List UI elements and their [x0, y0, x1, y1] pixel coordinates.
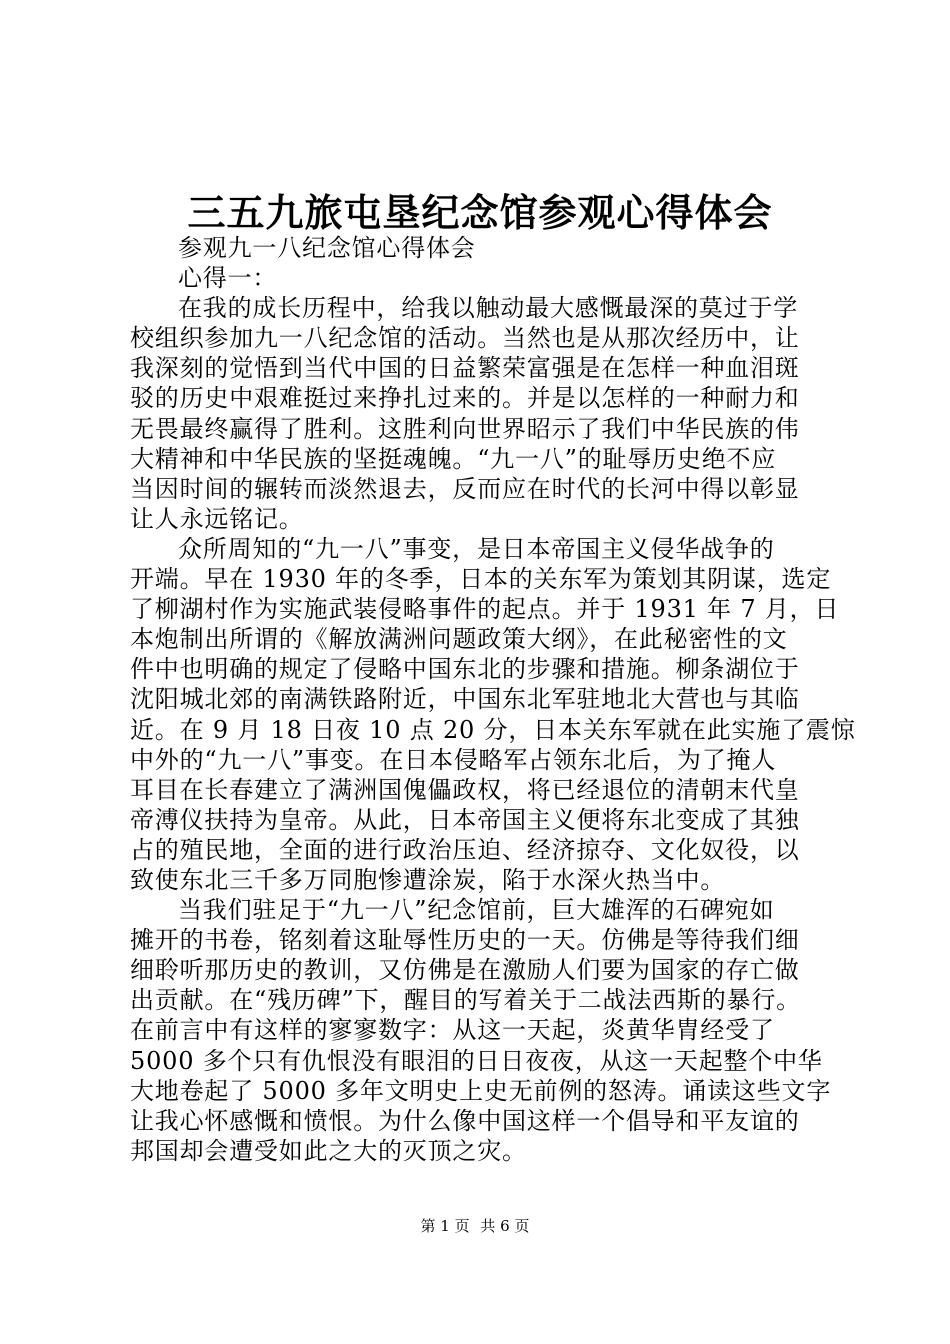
- paragraph-line: 沈阳城北郊的南满铁路附近，中国东北军驻地北大营也与其临: [130, 685, 800, 714]
- paragraph-line: 帝溥仪扶持为皇帝。从此，日本帝国主义便将东北变成了其独: [130, 805, 800, 834]
- paragraph-line: 件中也明确的规定了侵略中国东北的步骤和措施。柳条湖位于: [130, 655, 800, 684]
- paragraph: [130, 895, 830, 1166]
- paragraph-line: 无畏最终赢得了胜利。这胜利向世界昭示了我们中华民族的伟: [130, 414, 800, 443]
- paragraph-line: 耳目在长春建立了满洲国傀儡政权，将已经退位的清朝末代皇: [130, 775, 800, 804]
- page-number: 第 1 页: [420, 1217, 470, 1235]
- paragraph-line: 中外的“九一八”事变。在日本侵略军占领东北后，为了掩人: [130, 745, 777, 774]
- paragraph: [130, 534, 856, 895]
- paragraph-line: 大精神和中华民族的坚挺魂魄。“九一八”的耻辱历史绝不应: [130, 444, 777, 473]
- paragraph-line: 校组织参加九一八纪念馆的活动。当然也是从那次经历中，让: [130, 324, 800, 353]
- paragraph-line: 众所周知的“九一八”事变，是日本帝国主义侵华战争的: [178, 534, 775, 563]
- section-heading: 心得一：: [178, 264, 278, 293]
- paragraph-line: 让我心怀感慨和愤恨。为什么像中国这样一个倡导和平友谊的: [130, 1106, 800, 1135]
- paragraph-line: 当我们驻足于“九一八”纪念馆前，巨大雄浑的石碑宛如: [178, 896, 775, 925]
- paragraph-line: 本炮制出所谓的《解放满洲问题政策大纲》，在此秘密性的文: [130, 625, 788, 654]
- paragraph-line: 近。在 9 月 18 日夜 10 点 20 分，日本关东军就在此实施了震惊: [130, 715, 856, 744]
- document-title: 三五九旅屯垦纪念馆参观心得体会: [187, 190, 773, 235]
- page-footer: [0, 1215, 950, 1236]
- page-total: 共 6 页: [480, 1217, 530, 1235]
- subtitle: 参观九一八纪念馆心得体会: [178, 234, 476, 262]
- paragraph: [130, 293, 830, 534]
- paragraph-line: 摊开的书卷，铭刻着这耻辱性历史的一天。仿佛是等待我们细: [130, 926, 800, 955]
- paragraph-line: 当因时间的辗转而淡然退去，反而应在时代的长河中得以彰显: [130, 474, 800, 503]
- paragraph-line: 在我的成长历程中，给我以触动最大感慨最深的莫过于学: [178, 294, 798, 323]
- paragraph-line: 大地卷起了 5000 多年文明史上史无前例的怒涛。诵读这些文字: [130, 1076, 832, 1105]
- paragraph-line: 让人永远铭记。: [130, 504, 304, 533]
- paragraph-line: 细聆听那历史的教训，又仿佛是在激励人们要为国家的存亡做: [130, 956, 800, 985]
- paragraph-line: 邦国却会遭受如此之大的灭顶之灾。: [130, 1136, 527, 1165]
- paragraph-line: 了柳湖村作为实施武装侵略事件的起点。并于 1931 年 7 月，日: [130, 595, 840, 624]
- paragraph-line: 5000 多个只有仇恨没有眼泪的日日夜夜，从这一天起整个中华: [130, 1046, 823, 1075]
- document-body: [130, 233, 856, 1166]
- paragraph-line: 占的殖民地，全面的进行政治压迫、经济掠夺、文化奴役，以: [130, 835, 800, 864]
- paragraph-line: 出贡献。在“残历碑”下，醒目的写着关于二战法西斯的暴行。: [130, 986, 801, 1015]
- paragraph-line: 开端。早在 1930 年的冬季，日本的关东军为策划其阴谋，选定: [130, 565, 832, 594]
- paragraph-line: 驳的历史中艰难挺过来挣扎过来的。并是以怎样的一种耐力和: [130, 384, 800, 413]
- paragraph-line: 我深刻的觉悟到当代中国的日益繁荣富强是在怎样一种血泪斑: [130, 354, 800, 383]
- paragraph-line: 致使东北三千多万同胞惨遭涂炭，陷于水深火热当中。: [130, 865, 726, 894]
- paragraph-line: 在前言中有这样的寥寥数字：从这一天起，炎黄华胄经受了: [130, 1016, 775, 1045]
- paragraph-container: [130, 293, 856, 1166]
